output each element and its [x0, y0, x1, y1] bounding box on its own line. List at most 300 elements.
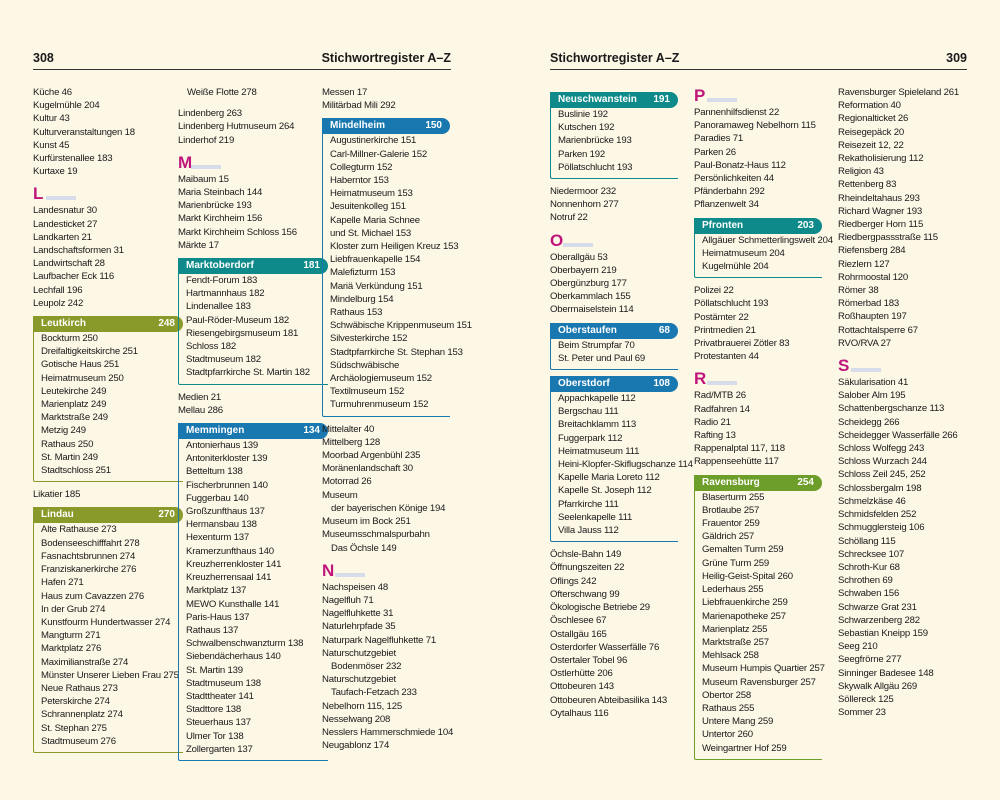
index-entry: Heilig-Geist-Spital 260	[702, 570, 793, 582]
index-entry: Allgäuer Schmetterlingswelt 204	[702, 234, 833, 246]
letter-underline-bar	[707, 381, 737, 385]
index-entry: Polizei 22	[694, 285, 734, 297]
index-entry: Privatbrauerei Zötler 83	[694, 338, 790, 350]
index-entry: Stadtmuseum 276	[41, 735, 116, 747]
city-name: Memmingen	[186, 425, 245, 437]
page-title-right: Stichwortregister A–Z	[550, 51, 680, 65]
index-entry: Leupolz 242	[33, 297, 84, 309]
index-entry: Ottobeuren Abteibasilika 143	[550, 694, 668, 706]
index-entry: Kloster zum Heiligen Kreuz 153	[330, 241, 459, 253]
index-entry: Niedermoor 232	[550, 186, 616, 198]
city-box-header	[550, 92, 678, 108]
index-entry: Pöllatschlucht 193	[558, 161, 633, 173]
index-entry: Rheindeltahaus 293	[838, 192, 920, 204]
city-box-header	[694, 218, 822, 234]
index-entry: Oytalhaus 116	[550, 707, 609, 719]
index-entry: Fendt-Forum 183	[186, 275, 258, 287]
index-entry: Riefensberg 284	[838, 245, 906, 257]
index-entry: Schlossbergalm 198	[838, 482, 922, 494]
index-entry: Parken 192	[558, 148, 606, 160]
index-entry: Rottachtalsperre 67	[838, 324, 918, 336]
index-entry: Nesslers Hammerschmiede 104	[322, 726, 454, 738]
city-box-memmingen	[178, 423, 328, 761]
index-entry: Nonnenhorn 277	[550, 199, 619, 211]
index-entry: Liebfrauenkapelle 154	[330, 254, 421, 266]
index-entry: Kreuzherrensaal 141	[186, 572, 272, 584]
index-entry: Bergschau 111	[558, 406, 619, 418]
index-entry: In der Grub 274	[41, 603, 106, 615]
index-column-4	[550, 86, 693, 720]
index-entry: Collegturm 152	[330, 161, 393, 173]
index-entry: und St. Michael 153	[330, 227, 411, 239]
city-box-oberstdorf	[550, 376, 693, 542]
index-entry: Frauentor 259	[702, 518, 760, 530]
index-entry: Blaserturm 255	[702, 491, 765, 503]
letter-underline-bar	[46, 196, 76, 200]
city-page-number: 270	[158, 509, 175, 521]
index-entry: Persönlichkeiten 44	[694, 173, 774, 185]
index-entry: Seelenkapelle 111	[558, 511, 633, 523]
index-entry: Nesselwang 208	[322, 713, 391, 725]
city-name: Pfronten	[702, 219, 744, 231]
page-number-left: 308	[33, 51, 54, 65]
index-entry: Bockturm 250	[41, 333, 98, 345]
letter-underline-bar	[851, 368, 881, 372]
index-entry: Alte Rathause 273	[41, 524, 117, 536]
index-entry: Stadtmuseum 182	[186, 354, 261, 366]
index-entry: Kultur 43	[33, 113, 70, 125]
letter-underline-bar	[563, 243, 593, 247]
index-entry: Radfahren 14	[694, 403, 750, 415]
index-entry: Museum Ravensburger 257	[702, 676, 816, 688]
index-entry: Fuggerpark 112	[558, 432, 623, 444]
city-box-header	[33, 507, 183, 523]
index-entry: Landkarten 21	[33, 231, 92, 243]
index-entry: Rathaus 250	[41, 438, 94, 450]
index-entry: Weiße Flotte 278	[187, 87, 257, 98]
index-entry: Appachkapelle 112	[558, 393, 636, 405]
index-entry: Marienapotheke 257	[702, 610, 786, 622]
index-entry: Stadtpfarrkirche St. Stephan 153	[330, 346, 463, 358]
index-entry: Pannenhilfsdienst 22	[694, 107, 780, 118]
index-column-1	[33, 86, 183, 759]
index-entry: Sommer 23	[838, 707, 886, 719]
index-entry: Seegfrörne 277	[838, 654, 902, 666]
index-entry: Schmidsfelden 252	[838, 509, 917, 521]
index-entry: Obergünzburg 177	[550, 278, 627, 290]
index-entry: Riedbergpassstraße 115	[838, 232, 938, 244]
index-entry: Schloss Wurzach 244	[838, 456, 927, 468]
index-entry: Kunst 45	[33, 139, 70, 151]
letter-glyph: R	[694, 369, 707, 389]
index-entry: Schrothen 69	[838, 575, 893, 587]
city-page-number: 108	[653, 378, 670, 390]
index-entry: Franziskanerkirche 276	[41, 564, 137, 576]
index-entry: Marktplatz 276	[41, 643, 102, 655]
index-column-5	[694, 86, 833, 766]
city-page-number: 191	[653, 94, 670, 105]
index-entry: Heimatmuseum 111	[558, 445, 640, 457]
index-entry: Laufbacher Eck 116	[33, 271, 115, 283]
city-name: Ravensburg	[702, 476, 760, 488]
index-entry: Gäldrich 257	[702, 531, 754, 543]
index-entry: Reformation 40	[838, 100, 901, 112]
letter-glyph: N	[322, 560, 335, 580]
index-entry: Fuggerbau 140	[186, 492, 249, 504]
index-entry: Oberbayern 219	[550, 264, 617, 276]
city-name: Oberstaufen	[558, 324, 617, 336]
index-entry: Marktplatz 137	[186, 585, 247, 597]
index-entry: Museum im Bock 251	[322, 516, 411, 528]
index-entry: Seeg 210	[838, 641, 878, 653]
index-entry: Zollergarten 137	[186, 743, 253, 755]
index-entry: Rathaus 255	[702, 702, 755, 714]
index-entry: Scheidegger Wasserfälle 266	[838, 429, 958, 441]
index-entry: Schwalbenschwanzturm 138	[186, 638, 304, 650]
index-entry: Neue Rathaus 273	[41, 682, 118, 694]
index-entry: Gotische Haus 251	[41, 359, 120, 371]
index-entry: Paul-Röder-Museum 182	[186, 314, 289, 326]
index-entry: Ostallgäu 165	[550, 628, 607, 640]
index-entry: Mariä Verkündung 151	[330, 280, 423, 292]
index-entry: Naturlehrpfade 35	[322, 621, 396, 633]
city-box-header	[322, 118, 450, 134]
index-entry: Notruf 22	[550, 212, 588, 224]
city-page-number: 203	[797, 219, 814, 231]
index-entry: Pfänderbahn 292	[694, 186, 765, 198]
index-entry: Likatier 185	[33, 489, 81, 501]
city-page-number: 248	[158, 318, 175, 330]
index-entry: Ofterschwang 99	[550, 588, 620, 600]
section-letter-s	[838, 356, 968, 376]
city-box-header	[178, 258, 328, 274]
index-entry: Museum Humpis Quartier 257	[702, 663, 825, 675]
index-entry: Rappenalptal 117, 118	[694, 443, 785, 455]
index-entry: Schwäbische Krippenmuseum 151	[330, 320, 472, 332]
index-entry: Metzig 249	[41, 425, 86, 437]
city-page-number: 134	[303, 425, 320, 437]
index-entry: Marktstraße 249	[41, 412, 108, 424]
index-entry: Haberntor 153	[330, 175, 389, 187]
index-entry: Sebastian Kneipp 159	[838, 627, 928, 639]
index-entry: Paradies 71	[694, 133, 744, 145]
index-entry: Schrecksee 107	[838, 548, 904, 560]
index-entry: Marktstraße 257	[702, 636, 769, 648]
index-entry: Schwarze Grat 231	[838, 601, 917, 613]
city-name: Leutkirch	[41, 318, 87, 330]
index-entry: Antoniterkloster 139	[186, 453, 268, 465]
index-entry: Moorbad Argenbühl 235	[322, 450, 421, 462]
index-entry: Ravensburger Spieleland 261	[838, 87, 960, 98]
index-entry: Nebelhorn 115, 125	[322, 700, 402, 712]
index-entry: Dreifaltigkeitskirche 251	[41, 346, 138, 358]
index-entry: Pöllatschlucht 193	[694, 298, 769, 310]
section-letter-n	[322, 561, 450, 581]
index-entry: Grüne Turm 259	[702, 557, 770, 569]
index-entry: Riedberger Horn 115	[838, 219, 924, 231]
page-title-left: Stichwortregister A–Z	[321, 51, 451, 65]
city-page-number: 254	[797, 476, 814, 488]
index-entry: Kutschen 192	[558, 122, 615, 134]
index-entry: Naturschutzgebiet	[322, 647, 396, 659]
index-entry: Mittelalter 40	[322, 423, 375, 435]
index-entry: Das Öchsle 149	[331, 542, 397, 554]
index-entry: Naturschutzgebiet	[322, 674, 396, 686]
index-entry: Nachspeisen 48	[322, 581, 389, 593]
index-entry: Breitachklamm 113	[558, 419, 637, 431]
index-entry: Osterdorfer Wasserfälle 76	[550, 641, 660, 653]
letter-glyph: M	[178, 152, 193, 172]
index-entry: Fischerbrunnen 140	[186, 479, 268, 491]
index-entry: Marienplatz 255	[702, 623, 768, 635]
index-entry: Hafen 271	[41, 577, 84, 589]
index-entry: Roßhaupten 197	[838, 311, 907, 323]
index-entry: Stadttheater 141	[186, 690, 254, 702]
section-letter-m	[178, 153, 328, 173]
index-entry: Paris-Haus 137	[186, 611, 250, 623]
index-entry: Ulmer Tor 138	[186, 730, 244, 742]
index-entry: Nagelfluh 71	[322, 594, 374, 606]
index-entry: Carl-Millner-Galerie 152	[330, 148, 428, 160]
index-entry: Liebfrauenkirche 259	[702, 597, 788, 609]
index-entry: Kugelmühle 204	[702, 261, 769, 273]
index-entry: Oberkammlach 155	[550, 291, 631, 303]
city-name: Lindau	[41, 509, 74, 521]
index-entry: Maximilianstraße 274	[41, 656, 129, 668]
index-entry: Heini-Klopfer-Skiflugschanze 114	[558, 459, 693, 471]
index-entry: Siebendächerhaus 140	[186, 651, 281, 663]
index-entry: Markt Kirchheim 156	[178, 213, 263, 225]
index-entry: Mittelberg 128	[322, 436, 380, 448]
index-entry: Römerbad 183	[838, 298, 900, 310]
index-entry: Heimatmuseum 250	[41, 372, 124, 384]
index-entry: Riesengebirgsmuseum 181	[186, 327, 299, 339]
city-box-header	[33, 316, 183, 332]
index-entry: Oberallgäu 53	[550, 251, 608, 263]
index-entry: Maibaum 15	[178, 173, 229, 185]
index-entry: Lechfall 196	[33, 284, 83, 296]
city-page-number: 68	[658, 324, 670, 336]
index-entry: Ostlerhütte 206	[550, 668, 613, 680]
index-entry: Silvesterkirche 152	[330, 333, 408, 345]
index-entry: Marienplatz 249	[41, 399, 107, 411]
index-entry: Reisezeit 12, 22	[838, 139, 904, 151]
index-column-2	[178, 86, 328, 767]
index-entry: Rohrmoostal 120	[838, 271, 909, 283]
index-entry: Kurtaxe 19	[33, 166, 78, 178]
index-entry: Schattenbergschanze 113	[838, 403, 945, 415]
index-entry: Taufach-Fetzach 233	[331, 687, 417, 699]
index-entry: Obermaiselstein 114	[550, 304, 634, 316]
index-entry: Ottobeuren 143	[550, 681, 614, 693]
index-entry: Schrannenplatz 274	[41, 709, 123, 721]
index-entry: Maria Steinbach 144	[178, 187, 263, 199]
index-entry: Hartmannhaus 182	[186, 288, 265, 300]
index-entry: Museum	[322, 489, 358, 501]
index-entry: Weingartner Hof 259	[702, 742, 787, 754]
index-entry: Marienbrücke 193	[558, 135, 632, 147]
index-entry: Schloss Wolfegg 243	[838, 443, 925, 455]
index-entry: Militärbad Mili 292	[322, 100, 396, 112]
index-entry: Ökologische Betriebe 29	[550, 602, 650, 614]
city-name: Marktoberdorf	[186, 260, 254, 272]
index-entry: MEWO Kunsthalle 141	[186, 598, 280, 610]
city-box-header	[550, 323, 678, 339]
index-entry: Untertor 260	[702, 729, 753, 741]
index-entry: Landesticket 27	[33, 218, 98, 230]
index-entry: Obertor 258	[702, 689, 751, 701]
index-entry: Haus zum Cavazzen 276	[41, 590, 144, 602]
index-entry: Messen 17	[322, 87, 368, 98]
index-entry: Kugelmühle 204	[33, 100, 100, 112]
index-entry: Säkularisation 41	[838, 377, 909, 389]
index-entry: Stadtmuseum 138	[186, 677, 261, 689]
index-entry: Medien 21	[178, 391, 222, 403]
section-letter-o	[550, 231, 678, 251]
index-entry: Kulturveranstaltungen 18	[33, 126, 135, 138]
index-entry: Fasnachtsbrunnen 274	[41, 550, 136, 562]
index-entry: Textilmuseum 152	[330, 386, 405, 398]
spacer	[178, 99, 328, 107]
index-entry: Landesnatur 30	[33, 205, 97, 217]
letter-glyph: O	[550, 230, 564, 250]
index-entry: Hexenturm 137	[186, 532, 249, 544]
index-entry: Motorrad 26	[322, 476, 372, 488]
letter-underline-bar	[335, 573, 365, 577]
index-entry: Parken 26	[694, 146, 736, 158]
index-entry: Öschlesee 67	[550, 615, 607, 627]
city-name: Neuschwanstein	[558, 94, 637, 105]
index-entry: Regionalticket 26	[838, 113, 909, 125]
city-box-mindelheim	[322, 118, 472, 416]
index-entry: Rathaus 137	[186, 624, 239, 636]
city-box-pfronten	[694, 218, 833, 279]
city-page-number: 181	[303, 260, 320, 272]
index-entry: Kunstfourm Hundertwasser 274	[41, 616, 171, 628]
index-entry: St. Martin 249	[41, 451, 98, 463]
index-entry: Schloss Zeil 245, 252	[838, 469, 926, 481]
index-entry: Kapelle Maria Schnee	[330, 214, 420, 226]
section-letter-p	[694, 86, 822, 106]
index-entry: Schöllang 115	[838, 535, 896, 547]
section-letter-r	[694, 369, 822, 389]
city-box-neuschwanstein	[550, 92, 678, 179]
index-entry: Riezlern 127	[838, 258, 890, 270]
index-entry: Archäologiemuseum 152	[330, 373, 432, 385]
index-entry: Scheidegg 266	[838, 416, 900, 428]
index-entry: Markt Kirchheim Schloss 156	[178, 226, 297, 238]
index-entry: Heimatmuseum 204	[702, 247, 785, 259]
index-entry: Reisegepäck 20	[838, 126, 905, 138]
index-entry: Printmedien 21	[694, 324, 756, 336]
index-entry: Stadtschloss 251	[41, 465, 111, 477]
index-entry: St. Stephan 275	[41, 722, 107, 734]
index-entry: Religion 43	[838, 166, 884, 178]
index-entry: Lederhaus 255	[702, 584, 764, 596]
index-entry: Bodenseeschifffahrt 278	[41, 537, 140, 549]
index-entry: Landwirtschaft 28	[33, 258, 105, 270]
index-entry: Linderhof 219	[178, 134, 235, 146]
city-box-marktoberdorf	[178, 258, 328, 385]
index-entry: Schroth-Kur 68	[838, 561, 900, 573]
index-entry: Ostertaler Tobel 96	[550, 654, 628, 666]
index-entry: Untere Mang 259	[702, 716, 774, 728]
index-entry: Kapelle Maria Loreto 112	[558, 472, 660, 484]
index-entry: Schmelzkäse 46	[838, 495, 906, 507]
index-entry: Stadtpfarrkirche St. Martin 182	[186, 367, 310, 379]
index-entry: Jesuitenkolleg 151	[330, 201, 406, 213]
index-entry: Südschwäbische	[330, 359, 400, 371]
letter-underline-bar	[707, 98, 737, 102]
index-entry: Mangturm 271	[41, 630, 101, 642]
index-entry: der bayerischen Könige 194	[331, 502, 446, 514]
index-entry: Neugablonz 174	[322, 740, 390, 752]
index-entry: Villa Jauss 112	[558, 525, 619, 537]
index-entry: Buslinie 192	[558, 109, 608, 120]
index-entry: Lindenberg 263	[178, 108, 242, 120]
index-entry: Salober Alm 195	[838, 390, 906, 402]
city-box-lindau	[33, 507, 183, 752]
city-box-oberstaufen	[550, 323, 678, 370]
index-entry: Nagelfluhkette 31	[322, 608, 394, 620]
section-letter-l	[33, 184, 183, 204]
city-box-leutkirch	[33, 316, 183, 482]
index-entry: Panoramaweg Nebelhorn 115	[694, 120, 816, 132]
index-entry: Museumsschmalspurbahn	[322, 529, 430, 541]
index-entry: Bodenmöser 232	[331, 660, 402, 672]
index-entry: Augustinerkirche 151	[330, 135, 417, 147]
index-entry: Schwaben 156	[838, 588, 900, 600]
index-entry: Antonierhaus 139	[186, 440, 259, 452]
index-column-6	[838, 86, 968, 719]
index-entry: Küche 46	[33, 87, 72, 98]
index-entry: Beim Strumpfar 70	[558, 339, 635, 351]
header-rule-right	[550, 69, 967, 70]
index-entry: Rafting 13	[694, 430, 736, 442]
index-entry: Lindenallee 183	[186, 301, 251, 313]
index-entry: Kreuzherrenkloster 141	[186, 558, 282, 570]
index-column-3	[322, 86, 472, 752]
index-entry: Skywalk Allgäu 269	[838, 680, 918, 692]
index-entry: St. Peter und Paul 69	[558, 352, 646, 364]
index-entry: Pflanzenwelt 34	[694, 199, 759, 211]
city-name: Mindelheim	[330, 120, 386, 132]
index-entry: Söllereck 125	[838, 693, 894, 705]
index-entry: Betteltum 138	[186, 466, 243, 478]
index-entry: Stadttore 138	[186, 704, 242, 716]
index-entry: Rathaus 153	[330, 307, 383, 319]
index-entry: Postämter 22	[694, 311, 749, 323]
index-entry: Mehlsack 258	[702, 650, 759, 662]
index-entry: Rad/MTB 26	[694, 390, 746, 402]
header-rule-left	[33, 69, 451, 70]
index-entry: Pfarrkirche 111	[558, 498, 619, 510]
index-entry: Marienbrücke 193	[178, 200, 252, 212]
index-entry: RVO/RVA 27	[838, 337, 891, 349]
index-entry: Radio 21	[694, 416, 731, 428]
index-entry: Schwarzenberg 282	[838, 614, 920, 626]
index-entry: Rekatholisierung 112	[838, 153, 924, 165]
index-entry: Paul-Bonatz-Haus 112	[694, 159, 786, 171]
city-box-header	[178, 423, 328, 439]
index-entry: Sinninger Badesee 148	[838, 667, 934, 679]
index-entry: Schmugglersteig 106	[838, 522, 925, 534]
index-entry: Gemalten Turm 259	[702, 544, 784, 556]
index-entry: Mindelburg 154	[330, 293, 394, 305]
index-entry: Märkte 17	[178, 239, 219, 251]
index-entry: Öchsle-Bahn 149	[550, 549, 622, 561]
letter-glyph: P	[694, 86, 706, 105]
